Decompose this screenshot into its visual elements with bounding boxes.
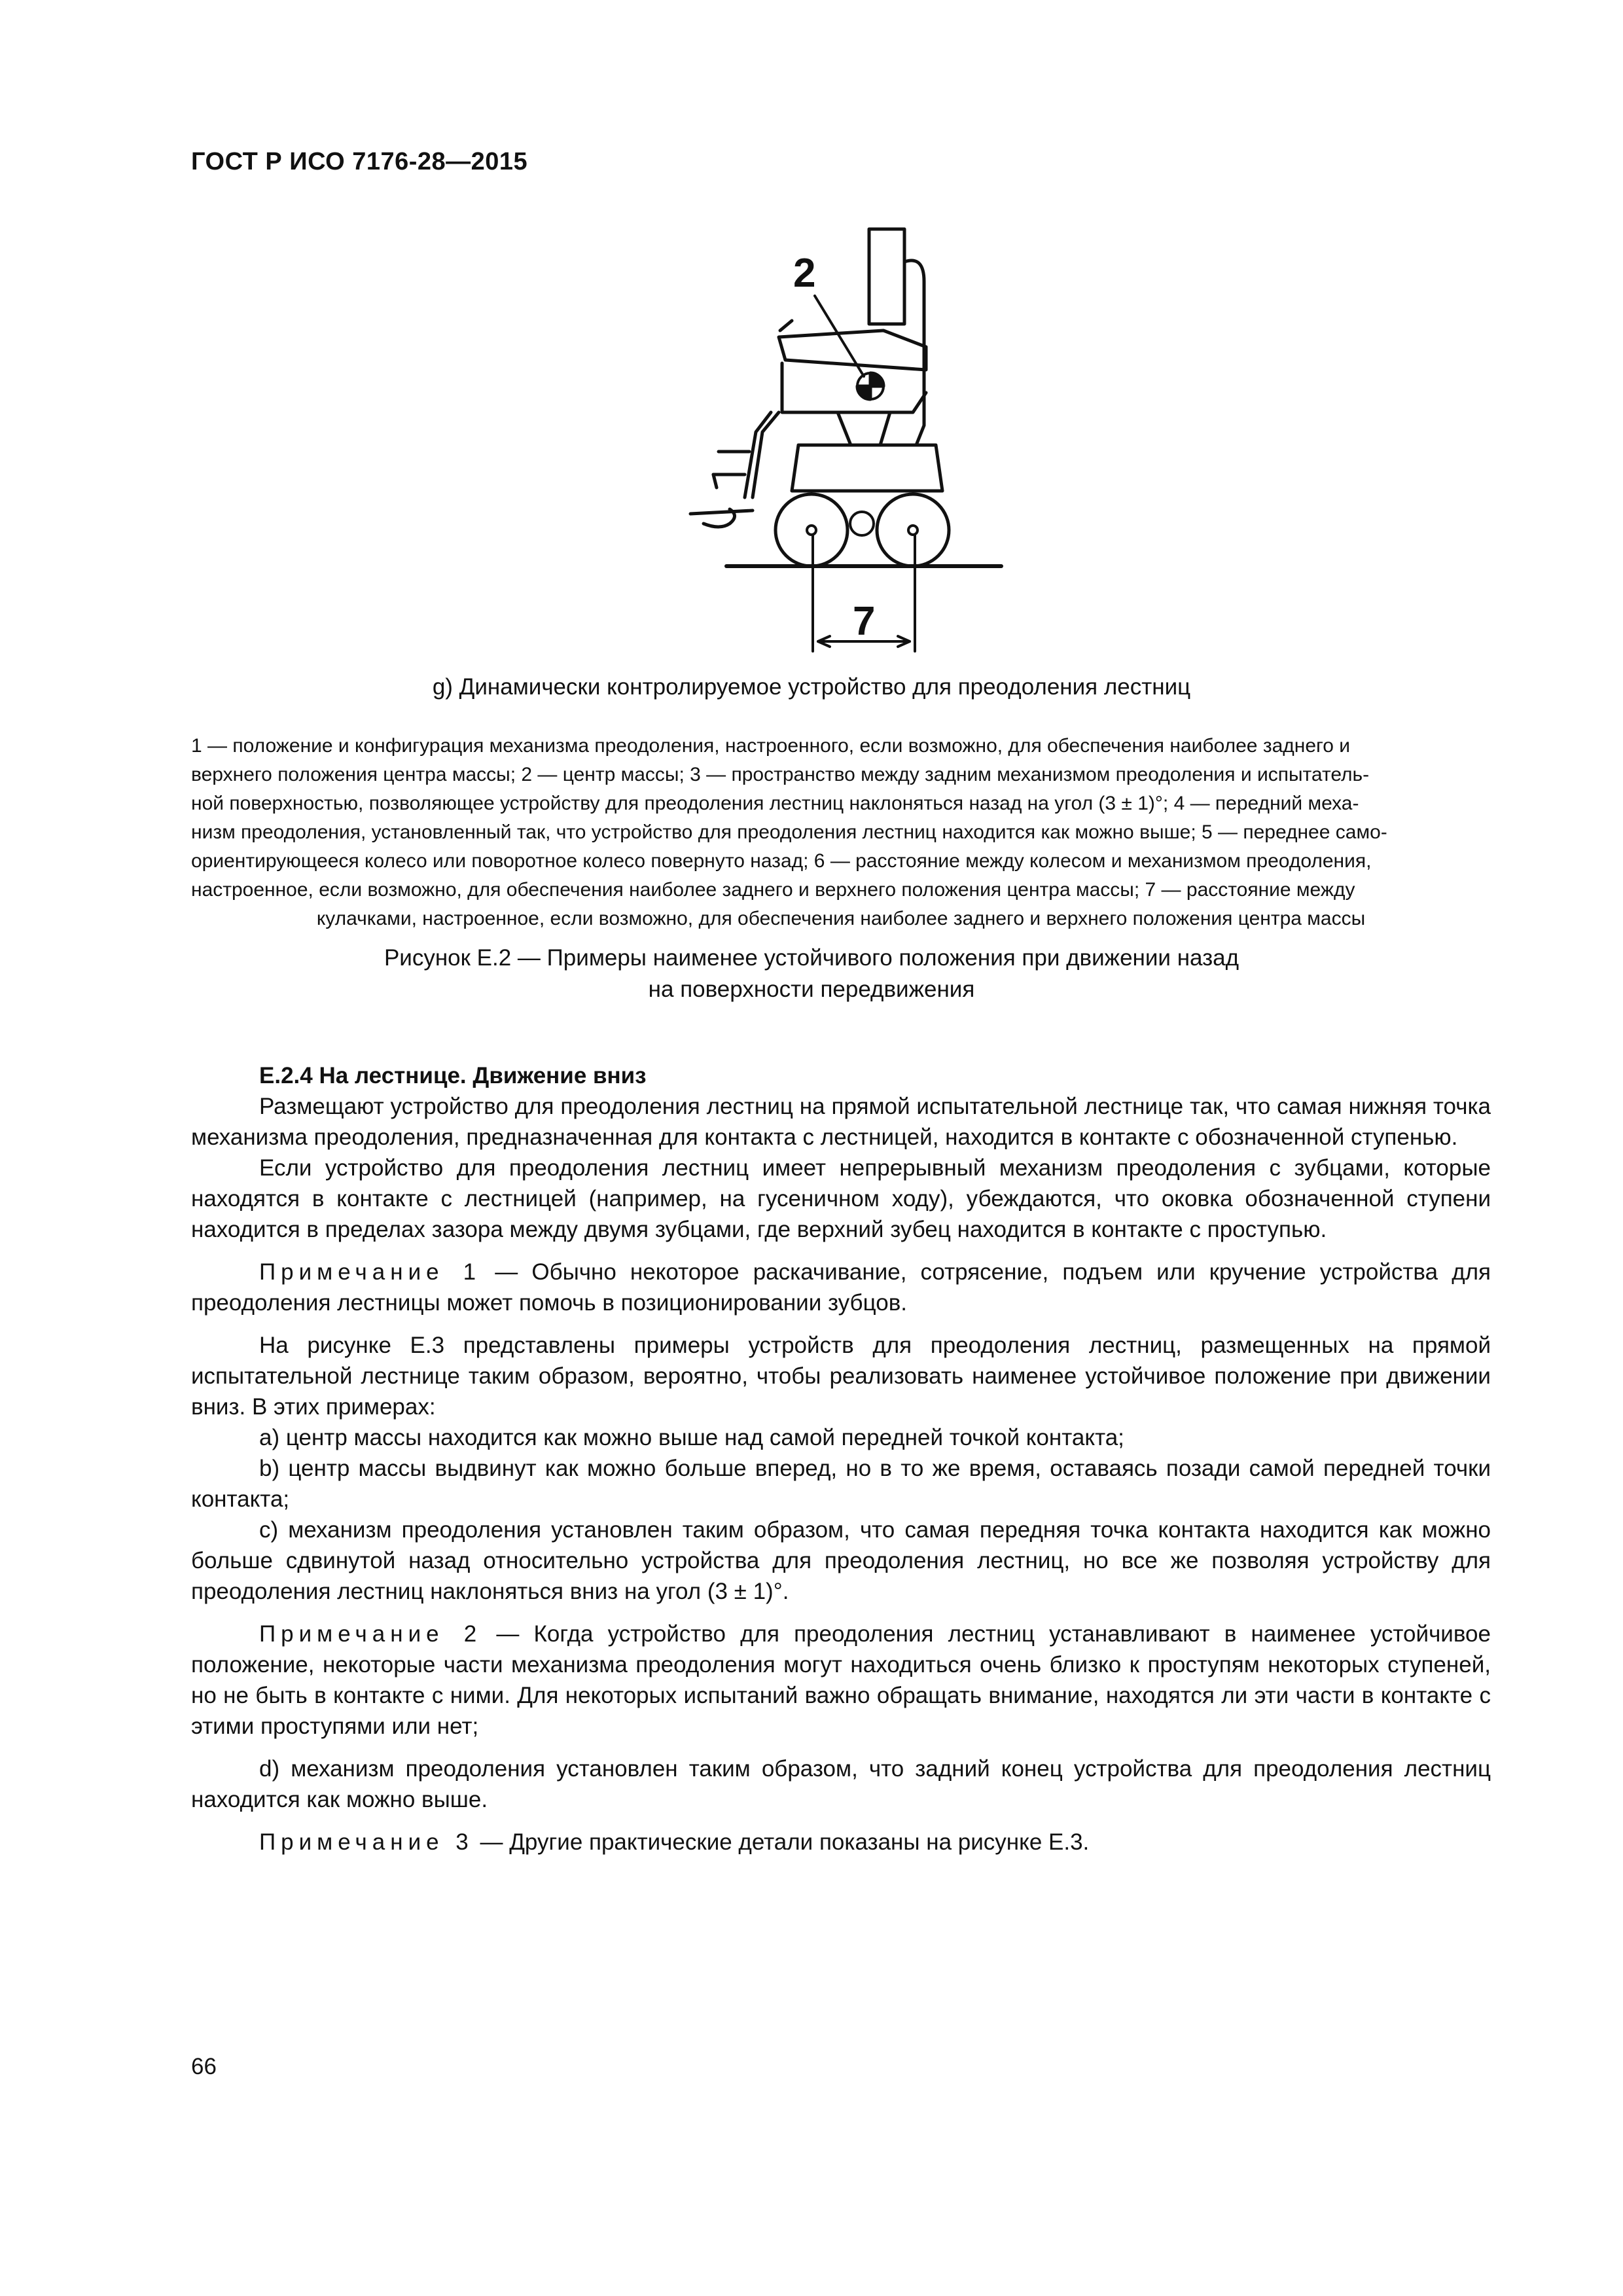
list-item: c) механизм преодоления установлен таким образом, что самая передняя точка контакта находится как можно больше сдвинутой назад относительно устройства для преодоления лестниц, но все же позволяя устройству для преодоления лестниц наклоняться вниз на угол (3 ± 1)°.	[191, 1517, 1491, 1604]
figure-caption-line: на поверхности передвижения	[648, 977, 975, 1002]
note-text: — Обычно некоторое раскачивание, сотрясение, подъем или кручение устройства для преодоления лестницы может помочь в позиционировании зубцов.	[191, 1259, 1491, 1316]
legend-line: настроенное, если возможно, для обеспечения наиболее заднего и верхнего положения центра массы; 7 — расстояние между	[191, 879, 1355, 901]
figure-legend	[191, 732, 1491, 933]
figure-caption	[0, 942, 1623, 1005]
page-number: 66	[191, 2054, 217, 2079]
note-1	[191, 1257, 1491, 1318]
list-item: b) центр массы выдвинут как можно больше вперед, но в то же время, оставаясь позади самой передней точки контакта;	[191, 1456, 1491, 1512]
center-of-mass-icon	[857, 373, 883, 399]
section-heading: Е.2.4 На лестнице. Движение вниз	[259, 1063, 647, 1088]
list-item: a) центр массы находится как можно выше над самой передней точкой контакта;	[259, 1425, 1124, 1450]
paragraph: На рисунке Е.3 представлены примеры устройств для преодоления лестниц, размещенных на прямой испытательной лестнице таким образом, вероятно, чтобы реализовать наименее устойчивое положение при движении вниз. В этих примерах:	[191, 1333, 1491, 1420]
figure-caption-line: Рисунок Е.2 — Примеры наименее устойчивого положения при движении назад	[383, 945, 1240, 971]
legend-line: ориентирующееся колесо или поворотное колесо повернуто назад; 6 — расстояние между колесом и механизмом преодоления,	[191, 850, 1372, 872]
legend-line: верхнего положения центра массы; 2 — центр массы; 3 — пространство между задним механизмом преодоления и испытатель-	[191, 764, 1370, 785]
list-item: d) механизм преодоления установлен таким образом, что задний конец устройства для преодоления лестниц находится как можно выше.	[191, 1756, 1491, 1812]
legend-line: кулачками, настроенное, если возможно, для обеспечения наиболее заднего и верхнего положения центра массы	[316, 908, 1366, 929]
note-2	[191, 1619, 1491, 1742]
document-header: ГОСТ Р ИСО 7176-28—2015	[191, 148, 528, 175]
figure-callout-7: 7	[853, 599, 876, 644]
note-3	[191, 1827, 1491, 1857]
note-label: Примечание 2	[259, 1621, 482, 1647]
note-label: Примечание 3	[259, 1829, 474, 1855]
figure-subcaption: g) Динамически контролируемое устройство для преодоления лестниц	[432, 674, 1191, 700]
legend-line: 1 — положение и конфигурация механизма преодоления, настроенного, если возможно, для обеспечения наиболее заднего и	[191, 735, 1351, 757]
section-e24	[191, 1060, 1491, 1857]
note-text: — Другие практические детали показаны на рисунке Е.3.	[473, 1829, 1090, 1855]
paragraph: Размещают устройство для преодоления лестниц на прямой испытательной лестнице так, что самая нижняя точка механизма преодоления, предназначенная для контакта с лестницей, находится в контакте с обозначенной ступенью.	[191, 1094, 1491, 1150]
stair-device-figure	[668, 216, 1008, 661]
figure-callout-2: 2	[793, 251, 816, 296]
note-label: Примечание 1	[259, 1259, 482, 1285]
note-text: — Когда устройство для преодоления лестниц устанавливают в наименее устойчивое положение, некоторые части механизма преодоления могут находиться очень близко к проступям некоторых ступеней, но не быть в контакте с ними. Для некоторых испытаний важно обращать внимание, находятся ли эти части в контакте с этими проступями или нет;	[191, 1621, 1491, 1739]
legend-line: низм преодоления, установленный так, что устройство для преодоления лестниц находится как можно выше; 5 — переднее само-	[191, 821, 1387, 843]
legend-line: ной поверхностью, позволяющее устройству для преодоления лестниц наклоняться назад на угол (3 ± 1)°; 4 — передний меха-	[191, 793, 1359, 814]
paragraph: Если устройство для преодоления лестниц имеет непрерывный механизм преодоления с зубцами, которые находятся в контакте с лестницей (например, на гусеничном ходу), убеждаются, что оковка обозначенной ступени находится в пределах зазора между двумя зубцами, где верхний зубец находится в контакте с проступью.	[191, 1155, 1491, 1242]
